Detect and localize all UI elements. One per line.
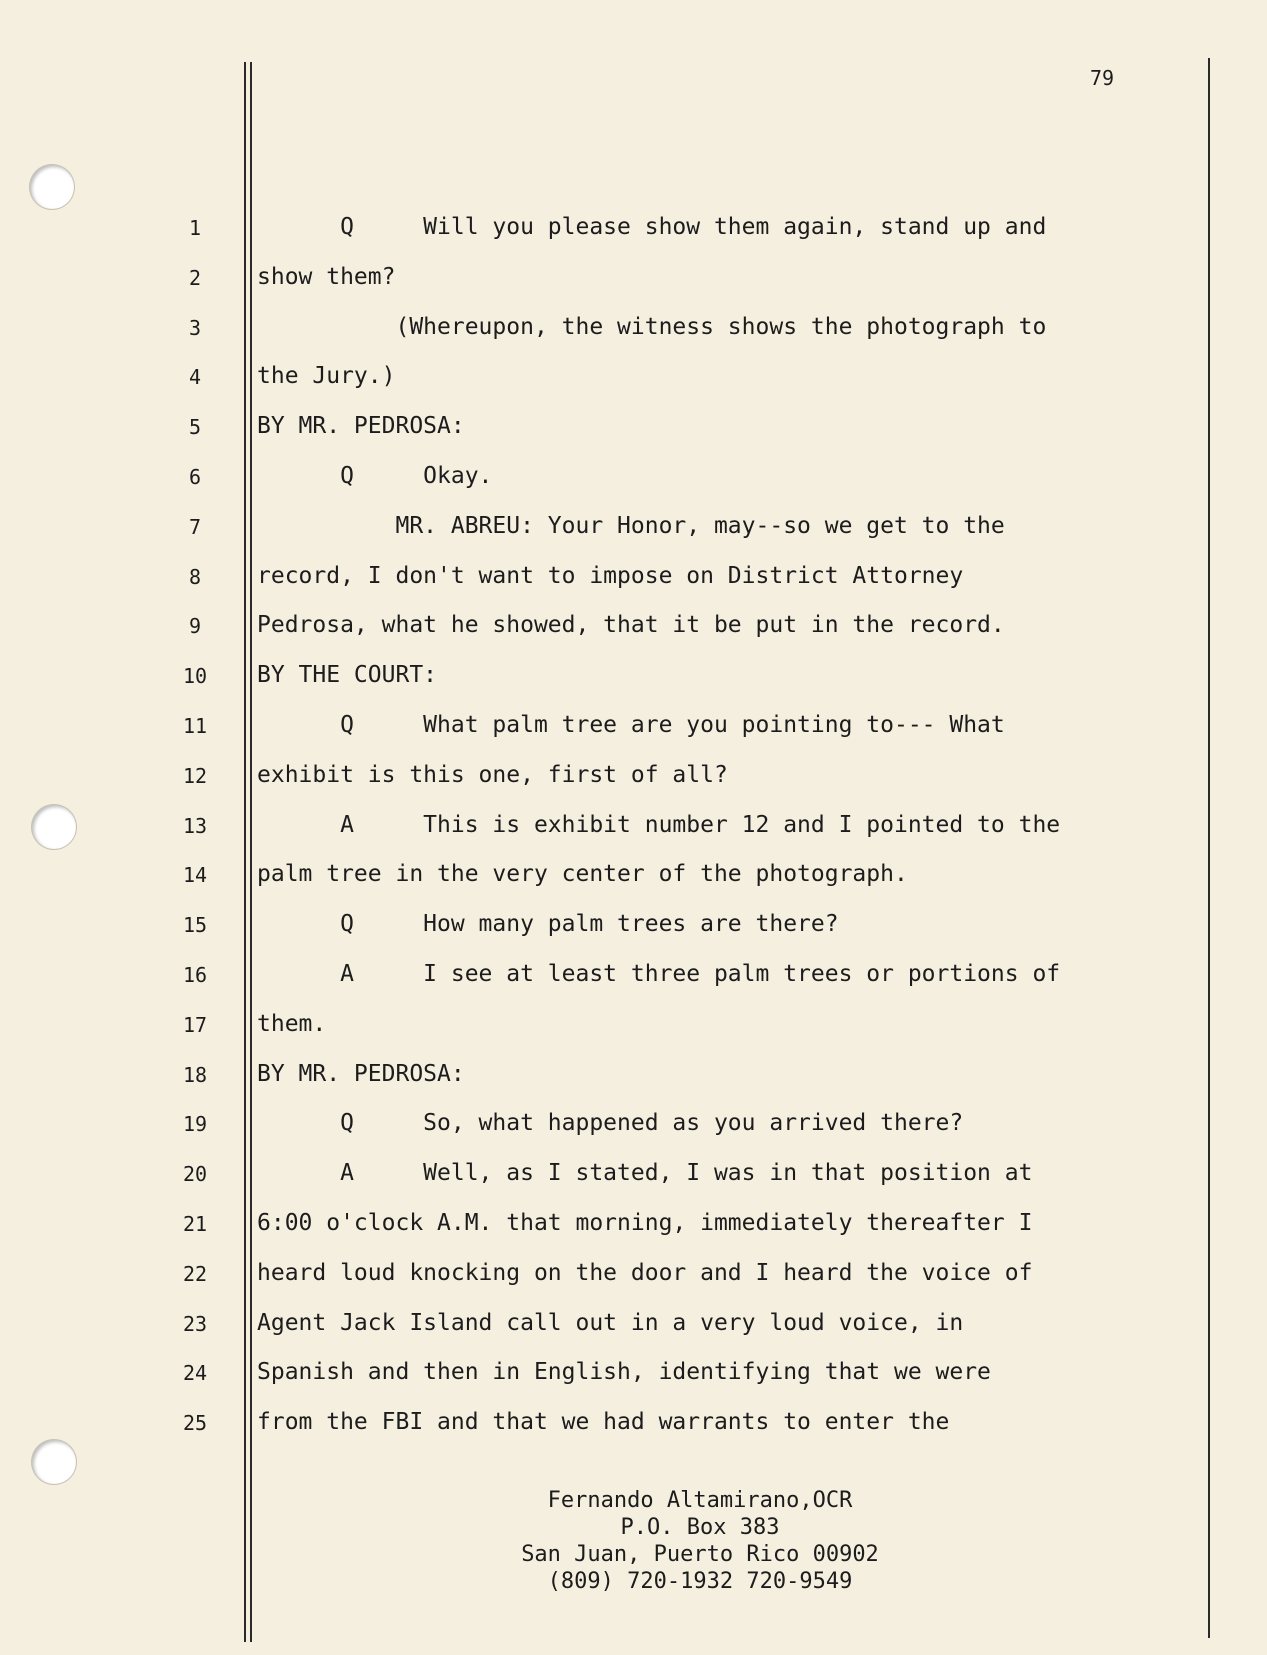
line-number: 17 — [182, 1012, 208, 1037]
binder-hole-top — [30, 165, 74, 209]
transcript-line: BY MR. PEDROSA: — [257, 413, 465, 440]
line-number: 22 — [182, 1261, 208, 1286]
reporter-po-box: P.O. Box 383 — [620, 1515, 780, 1540]
reporter-footer — [440, 1487, 960, 1595]
line-number: 10 — [182, 664, 208, 689]
transcript-line: A I see at least three palm trees or portions of — [257, 961, 1061, 987]
transcript-line: Spanish and then in English, identifying that we were — [257, 1359, 991, 1386]
transcript-line: record, I don't want to impose on District Attorney — [257, 562, 964, 589]
line-number: 21 — [182, 1212, 208, 1236]
left-margin-rule-outer — [244, 62, 246, 1642]
line-number: 1 — [188, 216, 202, 240]
transcript-line: them. — [257, 1010, 327, 1037]
transcript-line: from the FBI and that we had warrants to enter the — [257, 1409, 950, 1436]
right-margin-rule — [1208, 58, 1210, 1638]
line-number: 8 — [188, 564, 202, 589]
reporter-phone: (809) 720-1932 720-9549 — [547, 1569, 853, 1594]
line-number: 15 — [182, 913, 208, 938]
line-number: 24 — [182, 1361, 208, 1386]
transcript-line: show them? — [257, 263, 396, 290]
page-number: 79 — [1090, 66, 1115, 90]
transcript-line: MR. ABREU: Your Honor, may--so we get to the — [257, 512, 1005, 539]
line-number: 20 — [182, 1162, 208, 1187]
line-number: 7 — [188, 514, 202, 539]
line-number: 13 — [182, 813, 208, 838]
transcript-line: Pedrosa, what he showed, that it be put in the record. — [257, 612, 1005, 639]
transcript-line: Q Okay. — [257, 463, 493, 489]
transcript-line: exhibit is this one, first of all? — [257, 761, 728, 788]
line-number: 3 — [188, 315, 202, 340]
transcript-line: Q So, what happened as you arrived there? — [257, 1110, 964, 1137]
line-number: 4 — [188, 365, 202, 390]
line-number: 5 — [188, 415, 202, 440]
transcript-line: Q Will you please show them again, stand up and — [257, 214, 1047, 240]
reporter-city: San Juan, Puerto Rico 00902 — [521, 1542, 879, 1567]
line-number: 12 — [182, 763, 208, 788]
line-number: 16 — [182, 963, 208, 987]
transcript-line: Q How many palm trees are there? — [257, 911, 839, 938]
transcript-line: Q What palm tree are you pointing to--- What — [257, 712, 1005, 738]
transcript-line: BY THE COURT: — [257, 662, 438, 689]
transcript-line: (Whereupon, the witness shows the photograph to — [257, 313, 1047, 340]
transcript-line: A This is exhibit number 12 and I pointed to the — [257, 811, 1061, 838]
reporter-name: Fernando Altamirano,OCR — [547, 1488, 853, 1513]
binder-hole-middle — [32, 805, 76, 849]
line-number: 14 — [182, 863, 208, 888]
line-number: 25 — [182, 1411, 208, 1436]
line-number: 6 — [188, 465, 202, 489]
transcript-line: heard loud knocking on the door and I heard the voice of — [257, 1259, 1033, 1286]
line-number: 11 — [182, 714, 208, 738]
line-number: 18 — [182, 1062, 208, 1087]
line-number: 23 — [182, 1311, 208, 1336]
line-number: 9 — [188, 614, 202, 639]
transcript-line: BY MR. PEDROSA: — [257, 1060, 465, 1087]
left-margin-rule-inner — [250, 62, 252, 1642]
transcript-line: A Well, as I stated, I was in that position at — [257, 1160, 1033, 1187]
transcript-line: Agent Jack Island call out in a very loud voice, in — [257, 1309, 964, 1336]
transcript-line: palm tree in the very center of the photograph. — [257, 861, 908, 888]
line-number: 19 — [182, 1112, 208, 1137]
line-number: 2 — [188, 265, 202, 290]
binder-hole-bottom — [32, 1440, 76, 1484]
transcript-line: 6:00 o'clock A.M. that morning, immediately thereafter I — [257, 1210, 1033, 1236]
transcript-line: the Jury.) — [257, 363, 396, 390]
